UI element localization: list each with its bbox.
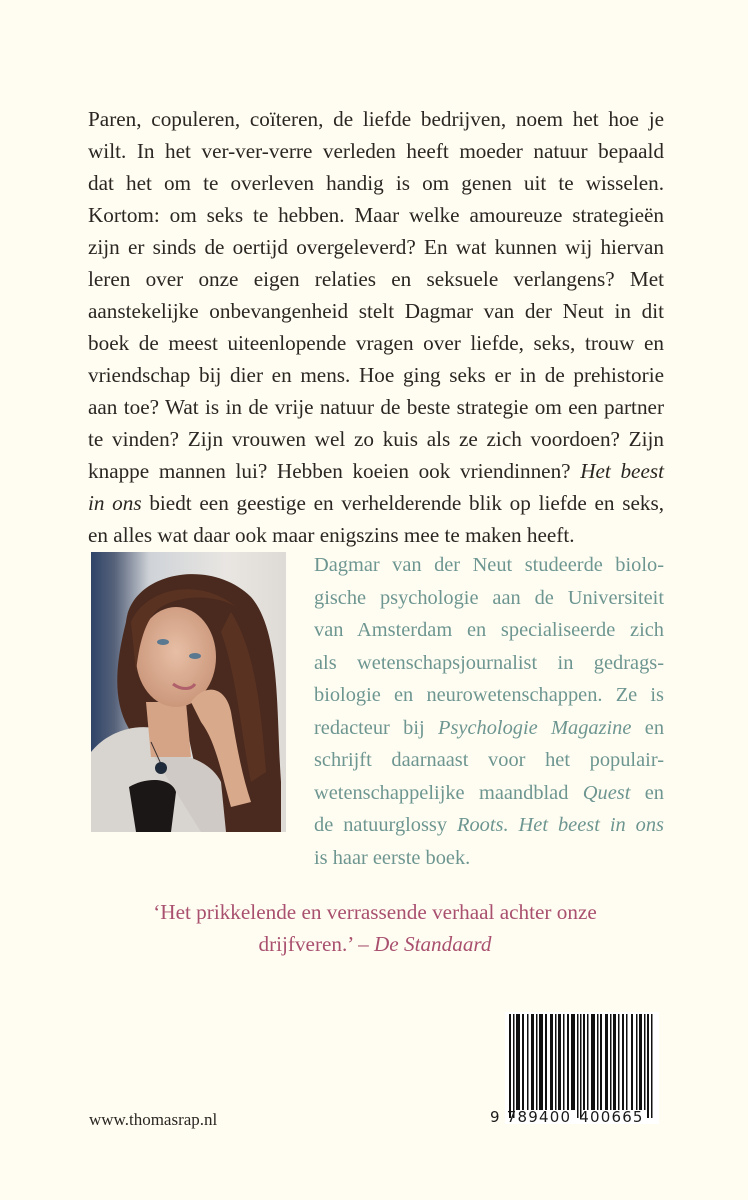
bio-line: [314, 712, 664, 745]
bio-text: en: [630, 781, 664, 804]
bio-line: gische psychologie aan de Universiteit: [314, 586, 664, 609]
blurb-line: Kortom: om seks te hebben. Maar welke amoureuze strategieën: [88, 203, 664, 227]
quote-line: ‘Het prikkelende en verrassende verhaal achter onze: [153, 900, 597, 924]
publisher-url: www.thomasrap.nl: [89, 1110, 218, 1129]
bio-line: is haar eerste boek.: [314, 846, 471, 869]
blurb-line: vriendschap bij dier en mens. Hoe ging seks er in de prehistorie: [88, 363, 664, 387]
author-bio: [314, 549, 664, 874]
bio-line: biologie en neurowetenschappen. Ze is: [314, 684, 664, 706]
isbn-first-digit: 9: [490, 1108, 501, 1126]
bio-line: Dagmar van der Neut studeerde biolo-: [314, 554, 664, 576]
blurb-line: te vinden? Zijn vrouwen wel zo kuis als ze zich voordoen? Zijn: [88, 427, 664, 451]
blurb-text: knappe mannen lui? Hebben koeien ook vriendinnen?: [88, 459, 581, 483]
blurb-line: boek de meest uiteenlopende vragen over liefde, seks, trouw en: [88, 331, 664, 355]
blurb-line: [88, 455, 664, 487]
blurb-line: wilt. In het ver-ver-verre verleden heeft moeder natuur bepaald: [88, 139, 664, 163]
magazine-title-italic: Roots. Het beest in ons: [457, 814, 664, 836]
bio-line: schrijft daarnaast voor het populair-: [314, 749, 664, 771]
blurb-line: zijn er sinds de oertijd overgeleverd? En wat kunnen wij hiervan: [88, 235, 664, 259]
bio-line: [314, 777, 664, 810]
book-blurb: [88, 103, 664, 551]
blurb-line: Paren, copuleren, coïteren, de liefde bedrijven, noem het hoe je: [88, 107, 664, 131]
blurb-line: dat het om te overleven handig is om genen uit te wisselen.: [88, 171, 664, 195]
magazine-title-italic: Psychologie Magazine: [438, 716, 632, 739]
blurb-text: biedt een geestige en verhelderende blik op liefde en seks,: [141, 491, 664, 515]
isbn-group-1: 789400: [506, 1108, 572, 1126]
press-quote: [60, 896, 690, 960]
blurb-line: aanstekelijke onbevangenheid stelt Dagmar van der Neut in dit: [88, 299, 664, 323]
blurb-line: en alles wat daar ook maar enigszins mee te maken heeft.: [88, 523, 575, 547]
blurb-line: aan toe? Wat is in de vrije natuur de beste strategie om een partner: [88, 395, 664, 419]
isbn-group-2: 400665: [579, 1108, 644, 1126]
quote-line: [60, 928, 690, 960]
author-photo: [91, 552, 286, 832]
bio-line: als wetenschapsjournalist in gedrags-: [314, 651, 664, 674]
quote-source: De Standaard: [373, 932, 492, 956]
bio-text: de natuurglossy: [314, 814, 458, 836]
magazine-title-italic: Quest: [582, 781, 631, 804]
bio-text: en: [631, 716, 665, 739]
book-title-italic: Het beest: [580, 459, 664, 483]
blurb-line: [88, 487, 664, 519]
bio-line: van Amsterdam en specialiseerde zich: [314, 619, 664, 641]
book-title-italic: in ons: [88, 491, 142, 515]
author-portrait-illustration: [91, 552, 286, 832]
isbn-number: [490, 1108, 644, 1126]
quote-text: drijfveren.’ –: [258, 932, 374, 956]
bio-text: redacteur bij: [314, 716, 439, 739]
bio-text: wetenschappelijke maandblad: [314, 781, 583, 804]
blurb-line: leren over onze eigen relaties en seksuele verlangens? Met: [88, 267, 664, 291]
bio-line: [314, 809, 664, 842]
